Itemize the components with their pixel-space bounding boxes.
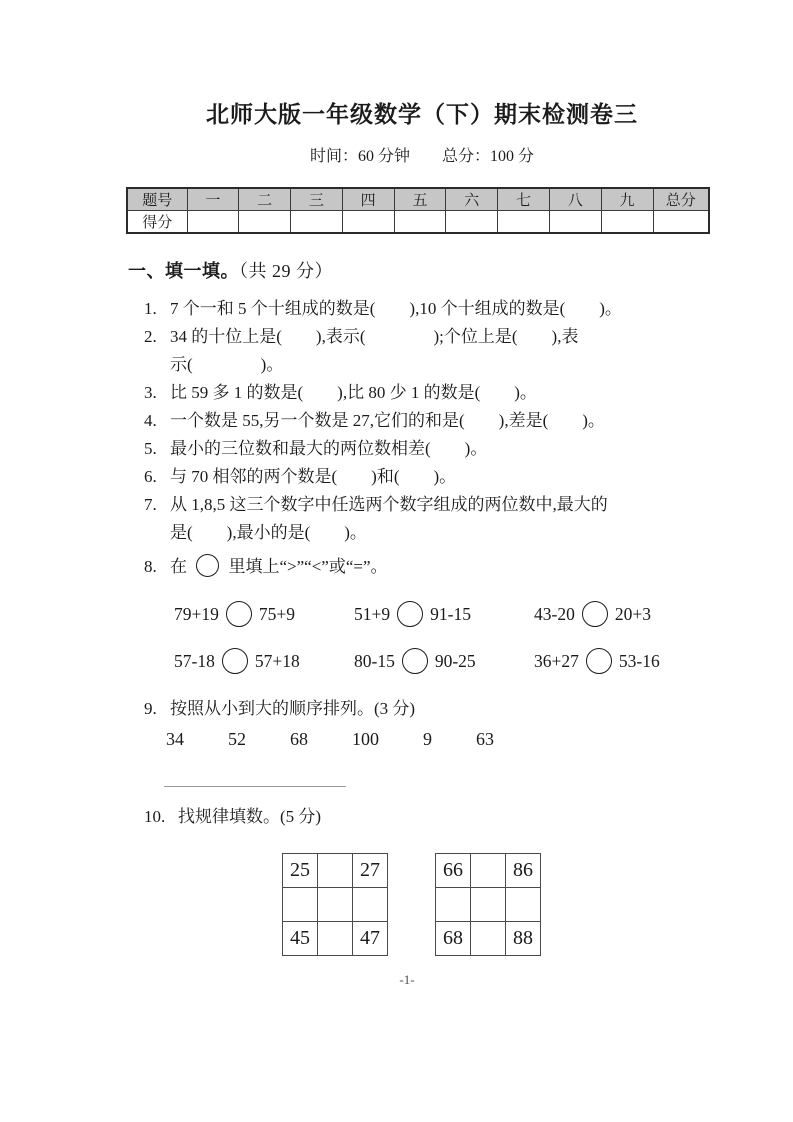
grid-row [436, 888, 541, 922]
grid-cell: 68 [436, 922, 471, 956]
question-number: 10. [144, 807, 166, 826]
score-table [126, 187, 710, 234]
comparison-row-2 [174, 648, 714, 674]
left-expression: 79+19 [174, 603, 219, 624]
question-7-continuation: 是( ),最小的是( )。 [170, 523, 367, 542]
right-expression: 75+9 [258, 603, 295, 624]
grid-cell [353, 888, 388, 922]
question-number: 9. [144, 699, 157, 718]
grid-cell [318, 888, 353, 922]
grid-row [436, 922, 541, 956]
pattern-grid-2 [435, 853, 541, 956]
score-blank-cell [342, 211, 394, 234]
question-8-prefix: 在 [170, 557, 192, 576]
score-table-header-cell: 一 [187, 188, 239, 211]
score-blank-cell [239, 211, 291, 234]
right-expression: 91-15 [430, 603, 471, 624]
question-9-number-list [166, 725, 718, 753]
question-number: 3. [144, 383, 157, 402]
question-text: 一个数是 55,另一个数是 27,它们的和是( ),差是( )。 [170, 411, 605, 430]
score-blank-cell [394, 211, 446, 234]
page-title: 北师大版一年级数学（下）期末检测卷三 [206, 102, 638, 127]
answer-line [164, 761, 346, 787]
grid-cell: 88 [506, 922, 541, 956]
number-item: 9 [423, 729, 432, 749]
score-table-score-row [127, 211, 709, 234]
number-item: 34 [166, 729, 184, 749]
question-text: 最小的三位数和最大的两位数相差( )。 [170, 439, 488, 458]
number-item: 52 [228, 729, 246, 749]
question-6 [126, 463, 718, 491]
circle-blank-icon [226, 601, 252, 627]
number-item: 100 [352, 729, 379, 749]
grid-cell: 25 [283, 854, 318, 888]
grid-cell [471, 922, 506, 956]
grid-row [283, 922, 388, 956]
grid-cell: 66 [436, 854, 471, 888]
left-expression: 51+9 [354, 603, 391, 624]
score-blank-cell [601, 211, 653, 234]
pattern-grids [282, 853, 718, 956]
comparison-item [534, 601, 714, 627]
score-table-header-cell: 八 [549, 188, 601, 211]
grid-cell: 27 [353, 854, 388, 888]
score-blank-cell [446, 211, 498, 234]
comparison-item [354, 601, 534, 627]
section-one-heading [128, 257, 718, 283]
score-table-header-cell: 六 [446, 188, 498, 211]
grid-row [436, 854, 541, 888]
left-expression: 80-15 [354, 650, 395, 671]
question-text: 7 个一和 5 个十组成的数是( ),10 个十组成的数是( )。 [170, 299, 622, 318]
question-text: 34 的十位上是( ),表示( );个位上是( ),表 [170, 327, 579, 346]
pattern-grid-1 [282, 853, 388, 956]
exam-meta [126, 143, 718, 166]
comparison-row-1 [174, 601, 714, 627]
score-blank-cell [498, 211, 550, 234]
question-5 [126, 435, 718, 463]
page-number: -1- [399, 972, 415, 987]
question-4 [126, 407, 718, 435]
question-text: 按照从小到大的顺序排列。(3 分) [170, 699, 416, 718]
right-expression: 20+3 [614, 603, 651, 624]
exam-total-score: 总分：100 分 [442, 148, 535, 165]
score-blank-cell [549, 211, 601, 234]
left-expression: 36+27 [534, 650, 579, 671]
comparison-item [354, 648, 534, 674]
grid-cell [506, 888, 541, 922]
question-1 [126, 295, 718, 323]
left-expression: 43-20 [534, 603, 575, 624]
document-body [126, 0, 718, 988]
right-expression: 90-25 [434, 650, 476, 671]
grid-cell: 45 [283, 922, 318, 956]
question-text [170, 553, 718, 581]
question-number: 2. [144, 327, 157, 346]
question-number: 5. [144, 439, 157, 458]
section-one-heading-points: （共 29 分） [239, 261, 333, 281]
grid-cell [318, 922, 353, 956]
score-table-header-cell: 七 [498, 188, 550, 211]
question-8-suffix: 里填上“>”“<”或“=”。 [224, 557, 388, 576]
number-item: 63 [476, 729, 494, 749]
grid-cell [471, 888, 506, 922]
circle-blank-icon [586, 648, 612, 674]
circle-blank-icon [196, 554, 219, 577]
score-table-header-cell: 九 [601, 188, 653, 211]
question-number: 8. [144, 557, 157, 576]
score-blank-cell [653, 211, 709, 234]
grid-row [283, 888, 388, 922]
score-row-label: 得分 [127, 211, 187, 234]
section-one-heading-text: 一、填一填。 [128, 261, 239, 281]
question-7 [126, 491, 718, 519]
exam-time: 时间：60 分钟 [309, 148, 410, 165]
grid-cell: 86 [506, 854, 541, 888]
score-table-header-cell: 三 [291, 188, 343, 211]
question-number: 4. [144, 411, 157, 430]
score-table-header-row [127, 188, 709, 211]
question-text: 与 70 相邻的两个数是( )和( )。 [170, 467, 457, 486]
score-table-header-cell: 四 [342, 188, 394, 211]
score-blank-cell [291, 211, 343, 234]
question-number: 1. [144, 299, 157, 318]
grid-cell [436, 888, 471, 922]
grid-row [283, 854, 388, 888]
comparison-item [174, 601, 354, 627]
circle-blank-icon [397, 601, 423, 627]
score-table-header-cell: 总分 [653, 188, 709, 211]
question-2 [126, 323, 718, 351]
score-table-header-cell: 题号 [127, 188, 187, 211]
comparison-item [174, 648, 354, 674]
right-expression: 57+18 [254, 650, 300, 671]
question-text: 从 1,8,5 这三个数字中任选两个数字组成的两位数中,最大的 [170, 495, 608, 514]
number-item: 68 [290, 729, 308, 749]
grid-cell [471, 854, 506, 888]
question-text: 找规律填数。(5 分) [178, 807, 322, 826]
circle-blank-icon [222, 648, 248, 674]
question-10 [126, 803, 718, 831]
question-9 [126, 695, 718, 723]
question-8 [126, 553, 718, 581]
grid-cell [318, 854, 353, 888]
comparison-exercises [174, 601, 714, 674]
question-text: 比 59 多 1 的数是( ),比 80 少 1 的数是( )。 [170, 383, 537, 402]
right-expression: 53-16 [618, 650, 660, 671]
question-number: 7. [144, 495, 157, 514]
question-number: 6. [144, 467, 157, 486]
left-expression: 57-18 [174, 650, 215, 671]
grid-cell: 47 [353, 922, 388, 956]
score-table-header-cell: 二 [239, 188, 291, 211]
circle-blank-icon [402, 648, 428, 674]
question-3 [126, 379, 718, 407]
question-2-continuation: 示( )。 [170, 355, 284, 374]
score-blank-cell [187, 211, 239, 234]
grid-cell [283, 888, 318, 922]
comparison-item [534, 648, 714, 674]
circle-blank-icon [582, 601, 608, 627]
score-table-header-cell: 五 [394, 188, 446, 211]
